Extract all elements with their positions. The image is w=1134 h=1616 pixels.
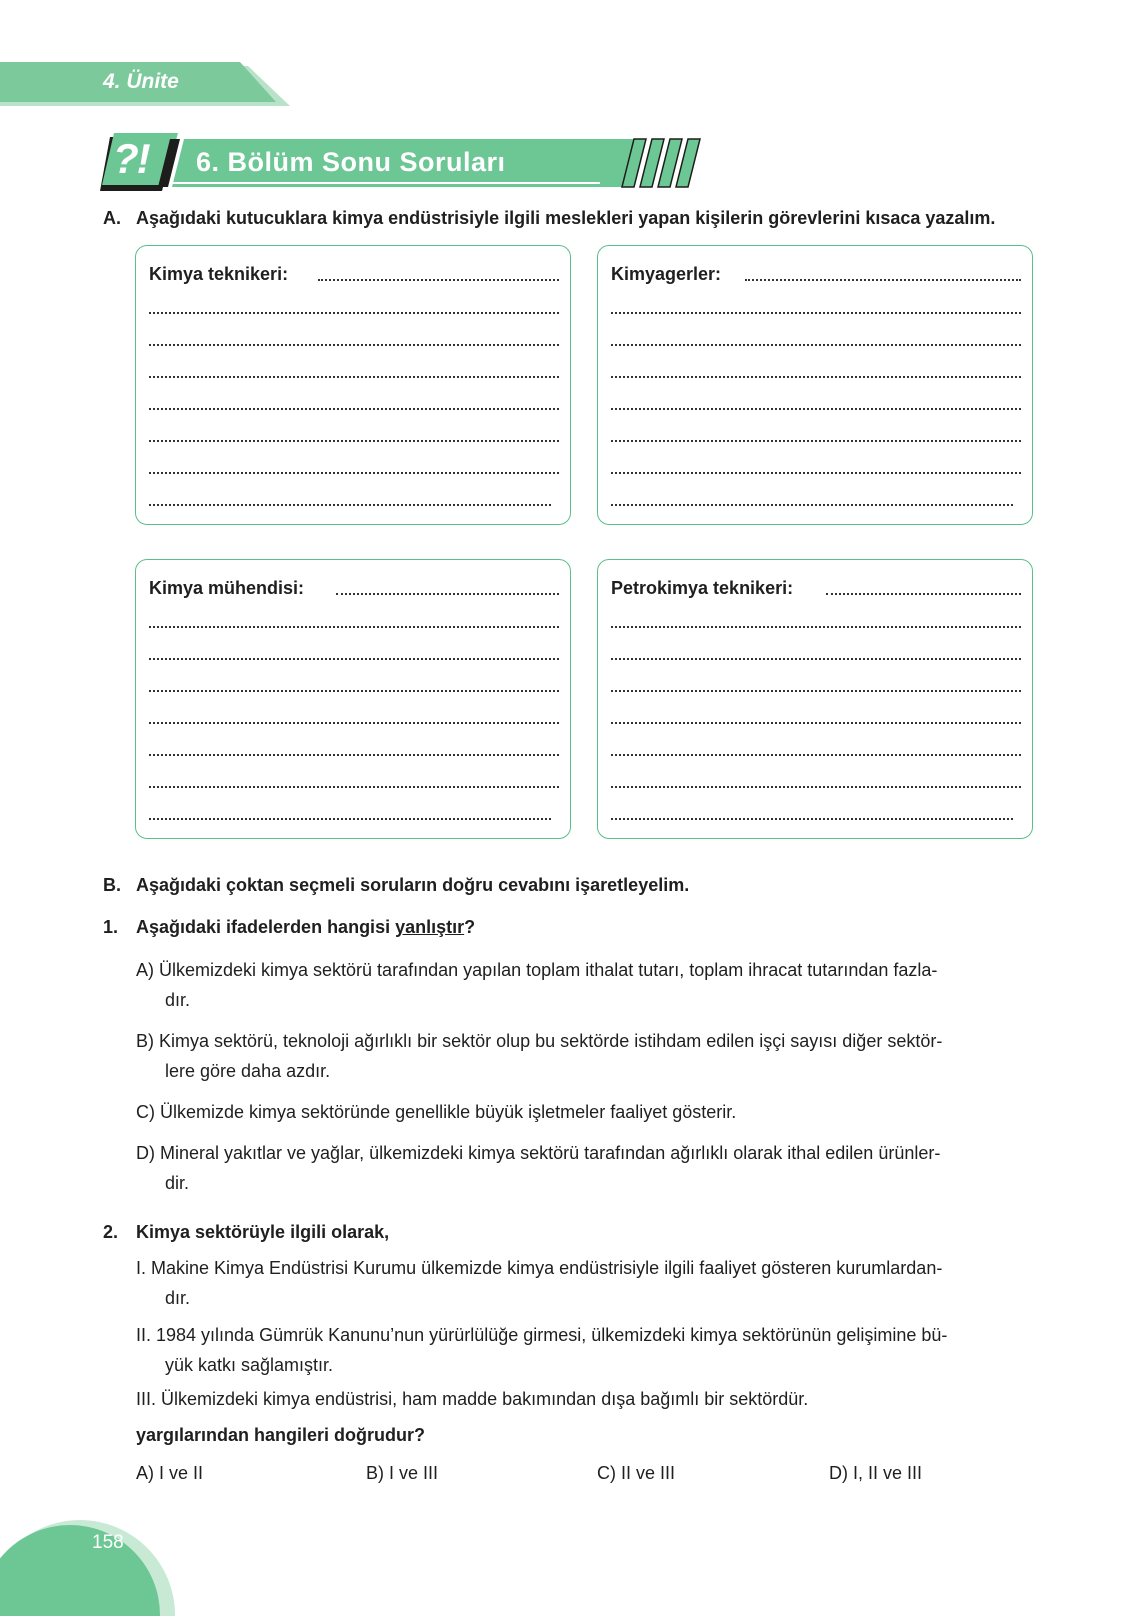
choice-d[interactable]: D) I, II ve III <box>829 1463 923 1483</box>
answer-line[interactable] <box>149 472 559 474</box>
statement-i <box>136 1253 1036 1313</box>
option-text: A) Ülkemizdeki kimya sektörü tarafından yapılan toplam ithalat tutarı, toplam ihracat tutarından fazla- <box>136 960 938 980</box>
answer-line[interactable] <box>149 440 559 442</box>
box-title: Kimya mühendisi: <box>149 578 305 598</box>
question-1-stem-underlined: yanlıştır <box>395 917 465 937</box>
statement-ii <box>136 1320 1036 1380</box>
answer-box-petrokimya-teknikeri[interactable] <box>597 559 1033 839</box>
statement-iii <box>136 1384 1036 1414</box>
answer-box-kimya-muhendisi[interactable] <box>135 559 571 839</box>
statement-text: I. Makine Kimya Endüstrisi Kurumu ülkemizde kimya endüstrisiyle ilgili faaliyet gösteren kurumlardan- <box>136 1258 943 1278</box>
option-d[interactable] <box>136 1138 1036 1198</box>
answer-line[interactable] <box>149 786 559 788</box>
choice-b[interactable]: B) I ve III <box>366 1463 439 1483</box>
answer-box-kimyagerler[interactable] <box>597 245 1033 525</box>
choice-a[interactable]: A) I ve II <box>136 1463 204 1483</box>
choice-c[interactable]: C) II ve III <box>597 1463 676 1483</box>
statement-text: III. Ülkemizdeki kimya endüstrisi, ham madde bakımından dışa bağımlı bir sektördür. <box>136 1389 809 1409</box>
answer-line[interactable] <box>149 344 559 346</box>
question-1-stem-text: Aşağıdaki ifadelerden hangisi <box>136 917 396 937</box>
question-2-prompt: yargılarından hangileri doğrudur? <box>136 1425 426 1445</box>
option-text: C) Ülkemizde kimya sektöründe genellikle büyük işletmeler faaliyet gösterir. <box>136 1102 737 1122</box>
option-text-cont: dir. <box>165 1173 190 1193</box>
answer-line[interactable] <box>611 690 1021 692</box>
box-title: Kimyagerler: <box>611 264 722 284</box>
statement-text-cont: yük katkı sağlamıştır. <box>165 1355 334 1375</box>
answer-line[interactable] <box>611 408 1021 410</box>
answer-line[interactable] <box>611 626 1021 628</box>
answer-line[interactable] <box>611 754 1021 756</box>
option-b[interactable] <box>136 1026 1036 1086</box>
question-2-stem: Kimya sektörüyle ilgili olarak, <box>136 1222 390 1242</box>
option-text-cont: lere göre daha azdır. <box>165 1061 331 1081</box>
box-title: Petrokimya teknikeri: <box>611 578 794 598</box>
answer-line[interactable] <box>611 376 1021 378</box>
answer-line[interactable] <box>611 722 1021 724</box>
answer-line[interactable] <box>611 440 1021 442</box>
answer-line[interactable] <box>149 376 559 378</box>
question-1-number: 1. <box>103 917 119 937</box>
section-title: 6. Bölüm Sonu Soruları <box>196 147 506 177</box>
answer-line[interactable] <box>611 344 1021 346</box>
question-1-stem <box>136 917 475 938</box>
answer-line[interactable] <box>611 658 1021 660</box>
part-a-letter: A. <box>103 208 121 228</box>
option-c[interactable] <box>136 1097 1036 1127</box>
answer-line[interactable] <box>611 786 1021 788</box>
answer-line[interactable] <box>611 472 1021 474</box>
answer-box-kimya-teknikeri[interactable] <box>135 245 571 525</box>
answer-line[interactable] <box>149 658 559 660</box>
answer-line[interactable] <box>149 626 559 628</box>
option-text: B) Kimya sektörü, teknoloji ağırlıklı bir sektör olup bu sektörde istihdam edilen işçi sayısı diğer sektör- <box>136 1031 943 1051</box>
answer-line[interactable] <box>336 593 559 595</box>
option-text-cont: dır. <box>165 990 191 1010</box>
statement-text: II. 1984 yılında Gümrük Kanunu’nun yürürlülüğe girmesi, ülkemizdeki kimya sektörünün gelişimine bü- <box>136 1325 948 1345</box>
answer-line[interactable] <box>745 279 1021 281</box>
part-b-instruction: Aşağıdaki çoktan seçmeli soruların doğru cevabını işaretleyelim. <box>136 875 690 895</box>
answer-line[interactable] <box>611 312 1021 314</box>
part-a-instruction: Aşağıdaki kutucuklara kimya endüstrisiyle ilgili meslekleri yapan kişilerin görevlerini kısaca yazalım. <box>136 208 996 228</box>
option-text: D) Mineral yakıtlar ve yağlar, ülkemizdeki kimya sektörü tarafından ağırlıklı olarak ithal edilen ürünler- <box>136 1143 941 1163</box>
part-b-letter: B. <box>103 875 121 895</box>
answer-line[interactable] <box>149 722 559 724</box>
question-2-number: 2. <box>103 1222 119 1242</box>
answer-line[interactable] <box>149 754 559 756</box>
unit-label: 4. Ünite <box>103 70 179 93</box>
answer-line[interactable] <box>149 504 551 506</box>
answer-line[interactable] <box>149 408 559 410</box>
page-corner-decoration <box>0 1505 180 1616</box>
page-number: 158 <box>92 1532 124 1553</box>
answer-line[interactable] <box>149 312 559 314</box>
answer-line[interactable] <box>318 279 559 281</box>
box-title: Kimya teknikeri: <box>149 264 289 284</box>
answer-line[interactable] <box>611 818 1013 820</box>
option-a[interactable] <box>136 955 1036 1015</box>
answer-line[interactable] <box>826 593 1021 595</box>
answer-line[interactable] <box>611 504 1013 506</box>
statement-text-cont: dır. <box>165 1288 191 1308</box>
question-1-stem-mark: ? <box>464 917 476 937</box>
section-badge: ?! <box>113 135 149 182</box>
answer-line[interactable] <box>149 690 559 692</box>
answer-line[interactable] <box>149 818 551 820</box>
